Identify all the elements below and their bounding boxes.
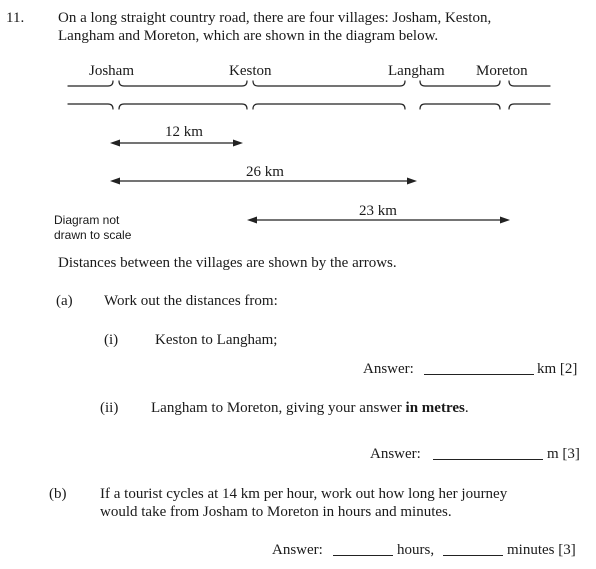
part-b-line-2: would take from Josham to Moreton in hours and minutes. [100,504,452,520]
village-label-josham: Josham [89,63,134,79]
arrow-label-26km: 26 km [246,164,284,180]
part-b-line-1: If a tourist cycles at 14 km per hour, work out how long her journey [100,486,508,502]
part-a-text: Work out the distances from: [104,293,278,309]
hours-label: hours, [397,542,435,558]
part-a-ii-text-end: . [464,400,469,416]
part-a-label: (a) [56,293,73,309]
part-a-ii-label: (ii) [100,400,119,416]
answer-label-a-i: Answer: [363,361,414,377]
answer-label-a-ii: Answer: [370,446,421,462]
answer-blank-a-i[interactable] [424,362,534,375]
diagram-note-line-1: Diagram not [54,213,120,227]
arrowhead-23km-right [500,217,510,224]
road-bottom-segments [68,104,550,109]
arrow-label-12km: 12 km [165,124,203,140]
part-a-ii-text-bold: in metres [405,400,465,416]
answer-blank-b-hours[interactable] [333,543,393,556]
unit-marks-a-i: km [2] [537,361,578,377]
arrow-label-23km: 23 km [359,203,397,219]
diagram-note-line-2: drawn to scale [54,228,132,242]
village-label-moreton: Moreton [476,63,528,79]
arrowhead-26km-left [110,178,120,185]
answer-blank-b-minutes[interactable] [443,543,503,556]
arrowhead-23km-left [247,217,257,224]
question-intro-line-1: On a long straight country road, there are four villages: Josham, Keston, [58,10,492,26]
answer-blank-a-ii[interactable] [433,447,543,460]
part-a-i-label: (i) [104,332,119,348]
question-intro-line-2: Langham and Moreton, which are shown in the diagram below. [58,28,439,44]
arrowhead-26km-right [407,178,417,185]
distances-statement: Distances between the villages are shown by the arrows. [58,255,397,271]
part-a-ii-text-main: Langham to Moreton, giving your answer [151,400,402,416]
unit-marks-a-ii: m [3] [547,446,580,462]
part-a-ii-text [151,400,469,417]
arrowhead-12km-left [110,140,120,147]
question-number: 11. [6,10,25,26]
answer-label-b: Answer: [272,542,323,558]
village-label-keston: Keston [229,63,272,79]
village-label-langham: Langham [388,63,445,79]
road-top-segments [68,81,550,86]
part-a-i-text: Keston to Langham; [155,332,278,348]
minutes-marks: minutes [3] [507,542,576,558]
arrowhead-12km-right [233,140,243,147]
part-b-label: (b) [49,486,67,502]
